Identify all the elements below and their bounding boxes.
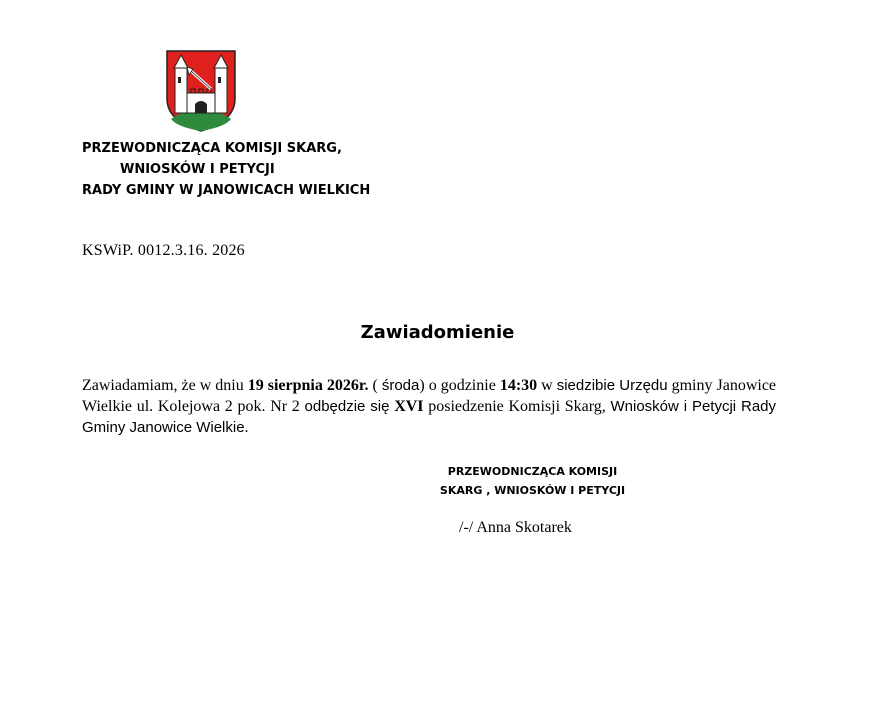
letterhead-line-3: RADY GMINY W JANOWICACH WIELKICH xyxy=(82,183,371,198)
session-number: XVI xyxy=(394,398,424,415)
coat-of-arms-logo xyxy=(165,49,237,133)
document-title xyxy=(0,322,873,343)
signature-title xyxy=(420,462,645,500)
body-text-1: Zawiadamiam, że w dniu xyxy=(82,377,248,394)
body-text-3: ) o godzinie xyxy=(419,377,500,394)
meeting-place: siedzibie Urzędu xyxy=(556,377,668,394)
notice-body xyxy=(82,375,776,438)
body-verb: odbędzie się xyxy=(304,398,390,415)
committee-name: Wniosków i Petycji Rady Gminy Janowice Wielkie xyxy=(82,398,777,436)
reference-number: KSWiP. 0012.3.16. 2026 xyxy=(82,242,245,259)
letterhead xyxy=(82,138,370,201)
body-text-4: w xyxy=(537,377,557,394)
body-text-2: ( xyxy=(368,377,382,394)
body-text-5: gminy Janowice Wielkie ul. Kolejowa 2 pok. Nr 2 xyxy=(82,377,777,415)
signature-title-line-1: PRZEWODNICZĄCA KOMISJI xyxy=(447,465,618,478)
signature-title-line-2: SKARG , WNIOSKÓW I PETYCJI xyxy=(439,484,626,497)
letterhead-line-2: WNIOSKÓW I PETYCJI xyxy=(120,162,275,177)
meeting-date: 19 sierpnia 2026r. xyxy=(247,377,369,394)
document-title-text: Zawiadomienie xyxy=(360,322,515,343)
letterhead-line-1: PRZEWODNICZĄCA KOMISJI SKARG, xyxy=(82,141,342,156)
meeting-time: 14:30 xyxy=(499,377,538,394)
body-text-8: . xyxy=(244,419,249,436)
body-text-7: posiedzenie Komisji Skarg, xyxy=(423,398,611,415)
meeting-weekday: środa xyxy=(381,377,420,394)
signer-name: /-/ Anna Skotarek xyxy=(459,519,572,536)
